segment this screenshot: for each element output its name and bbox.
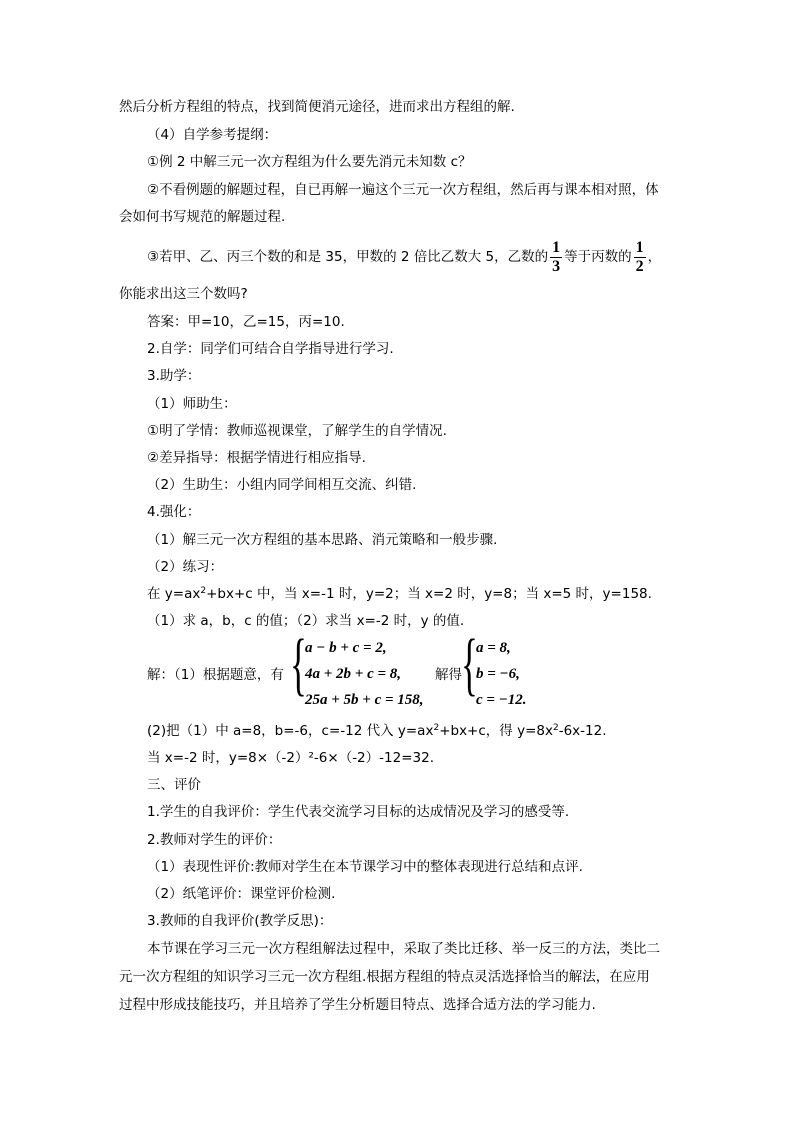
fraction-denominator: 3 xyxy=(552,257,561,275)
fraction-one-third xyxy=(550,240,562,275)
superscript: 2 xyxy=(552,723,559,733)
reflection-paragraph: 本节课在学习三元一次方程组解法过程中，采取了类比迁移、举一反三的方法，类比二 xyxy=(147,941,660,957)
text-line: 会如何书写规范的解题过程. xyxy=(119,209,286,225)
reflection-paragraph: 过程中形成技能技巧，并且培养了学生分析题目特点、选择合适方法的学习能力. xyxy=(119,997,596,1013)
problem-3-text-b: 等于丙数的 xyxy=(564,249,632,265)
text-line: ①例 2 中解三元一次方程组为什么要先消元未知数 c？ xyxy=(147,154,472,170)
section-heading: 三、评价 xyxy=(147,777,201,793)
text-line: 1.学生的自我评价：学生代表交流学习目标的达成情况及学习的感受等. xyxy=(147,804,570,820)
step-text: +bx+c，得 y=8x xyxy=(439,723,553,739)
text-line: （2）练习： xyxy=(147,559,224,575)
fraction-numerator: 1 xyxy=(635,238,644,256)
text-line: ②不看例题的解题过程，自已再解一遍这个三元一次方程组，然后再与课本相对照，体 xyxy=(147,182,659,198)
answer-line: 答案：甲=10，乙=15，丙=10. xyxy=(147,314,345,330)
practice-problem xyxy=(147,585,652,603)
text-line: （2）纸笔评价：课堂评价检测. xyxy=(147,886,336,902)
solution-label: 解得 xyxy=(435,667,462,683)
text-line: （1）表现性评价:教师对学生在本节课学习中的整体表现进行总结和点评. xyxy=(147,859,583,875)
section-heading: 3.助学： xyxy=(147,368,201,384)
text-line: （1）师助生： xyxy=(147,396,237,412)
left-brace: { xyxy=(290,626,307,703)
solution-value: b = −6, xyxy=(476,666,520,682)
step-text: (2)把（1）中 a=8，b=-6，c=-12 代入 y=ax xyxy=(147,723,434,739)
text-line: 然后分析方程组的特点，找到简便消元途径，进而求出方程组的解. xyxy=(119,99,515,115)
system-equation: 4a + 2b + c = 8, xyxy=(305,666,402,682)
text-line: （4）自学参考提纲： xyxy=(147,127,278,143)
text-line: （1）解三元一次方程组的基本思路、消元策略和一般步骤. xyxy=(147,532,498,548)
text-line: 3.教师的自我评价(教学反思)： xyxy=(147,913,333,929)
fraction-one-half xyxy=(634,240,646,275)
solution-value: a = 8, xyxy=(476,640,511,656)
problem-3-line xyxy=(147,237,661,277)
system-equation: a − b + c = 2, xyxy=(305,640,387,656)
superscript: 2 xyxy=(200,586,207,596)
practice-text: 在 y=ax xyxy=(147,586,201,602)
text-line: 2.自学：同学们可结合自学指导进行学习. xyxy=(147,341,394,357)
text-line: 2.教师对学生的评价： xyxy=(147,832,282,848)
superscript: 2 xyxy=(433,723,440,733)
step-text: -6x-12. xyxy=(558,723,607,739)
text-line: 你能求出这三个数吗? xyxy=(119,286,248,302)
fraction-denominator: 2 xyxy=(635,257,644,275)
problem-3-text-c: ， xyxy=(647,249,662,265)
text-line: 当 x=-2 时，y=8×（-2）²-6×（-2）-12=32. xyxy=(147,750,434,766)
text-line: ①明了学情：教师巡视课堂，了解学生的自学情况. xyxy=(147,423,447,439)
reflection-paragraph: 元一次方程组的知识学习三元一次方程组.根据方程组的特点灵活选择恰当的解法，在应用 xyxy=(119,969,650,985)
text-line: （2）生助生：小组内同学间相互交流、纠错. xyxy=(147,477,417,493)
text-line: ②差异指导：根据学情进行相应指导. xyxy=(147,450,366,466)
problem-3-text-a: ③若甲、乙、丙三个数的和是 35，甲数的 2 倍比乙数大 5，乙数的 xyxy=(147,249,549,265)
practice-text: +bx+c 中，当 x=-1 时，y=2；当 x=2 时，y=8；当 x=5 时，y=158. xyxy=(206,586,652,602)
left-brace: { xyxy=(461,626,478,703)
system-equation: 25a + 5b + c = 158, xyxy=(305,692,424,708)
solution-intro: 解：（1）根据题意，有 xyxy=(147,667,284,683)
text-line: （1）求 a，b，c 的值；（2）求当 x=-2 时，y 的值. xyxy=(147,613,465,629)
fraction-numerator: 1 xyxy=(552,238,561,256)
section-heading: 4.强化： xyxy=(147,504,201,520)
solution-value: c = −12. xyxy=(476,692,527,708)
substitution-line xyxy=(147,722,607,740)
